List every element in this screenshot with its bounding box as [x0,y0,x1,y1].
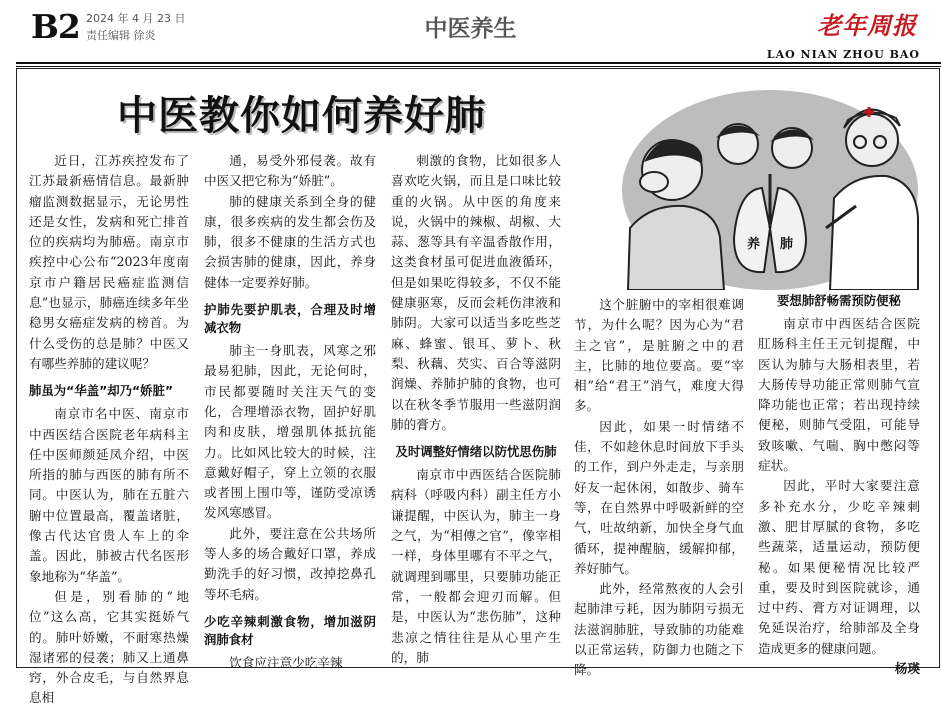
lung-label-left: 养 [747,237,761,252]
paragraph: 近日，江苏疾控发布了江苏最新癌情信息。最新肿瘤监测数据显示，无论男性还是女性，发病和死亡排首位的疾病均为肺癌。南京市疾控中心公布“2023年度南京市户籍居民癌症监测信息”也显示，肺癌连续多年坐稳男女癌症发病的榜首。为什么受伤的总是肺？中医又有哪些养肺的建议呢？ [29,153,189,371]
lung-label-right: 肺 [780,237,794,252]
paragraph: 通，易受外邪侵袭。故有中医又把它称为“娇脏”。 [204,153,376,189]
subheading: 及时调整好情绪以防忧思伤肺 [395,444,557,460]
column-4 [574,295,744,681]
paragraph: 因此，平时大家要注意多补充水分，少吃辛辣刺激、肥甘厚腻的食物，多吃些蔬菜，适量运动，预防便秘。如果便秘情况比较严重，要及时到医院就诊，通过中药、膏方对证调理，以免延误治疗，给肺部及全身造成更多的健康问题。 [758,478,920,656]
paragraph: 这个脏腑中的宰相很难调节，为什么呢？因为心为“君主之官”，是脏腑之中的君主，比肺的地位要高。要“宰相”给“君王”消气，难度大得多。 [574,297,744,414]
paragraph: 但是，别看肺的“地位”这么高，它其实挺娇气的。肺叶娇嫩，不耐寒热燥湿诸邪的侵袭；肺又上通鼻窍，外合皮毛，与自然界息息相 [29,588,189,706]
newspaper-logo-en: LAO NIAN ZHOU BAO [766,48,920,61]
paragraph: 南京市名中医、南京市中西医结合医院老年病科主任中医师颜延凤介绍，中医所指的肺与西医的肺有所不同。中医认为，肺在五脏六腑中位置最高，覆盖诸脏，像古代达官贵人车上的伞盖。因此，肺被古代名医形象地称为“华盖”。 [29,406,189,584]
article-title: 中医教你如何养好肺 [117,93,486,139]
paragraph: 肺主一身肌表，风寒之邪最易犯肺，因此，无论何时，市民都要随时关注天气的变化，合理增添衣物，固护好肌肉和皮肤，增强肌体抵抗能力。比如风比较大的时候，注意戴好帽子，穿上立领的衣服或者围上围巾等，谨防受凉诱发风寒感冒。 [204,343,376,521]
subheading: 肺虽为“华盖”却乃“娇脏” [29,383,174,399]
section-title: 中医养生 [424,15,517,42]
paragraph: 此外，要注意在公共场所等人多的场合戴好口罩，养成勤洗手的好习惯，改掉挖鼻孔等坏毛病。 [204,525,376,602]
paragraph: 刺激的食物，比如很多人喜欢吃火锅，而且是口味比较重的火锅。从中医的角度来说，火锅中的辣椒、胡椒、大蒜、葱等具有辛温香散作用，这类食材虽可促进血液循环，但是如果吃得较多，不仅不能健康驱寒，反而会耗伤津液和肺阴。大家可以适当多吃些芝麻、蜂蜜、银耳、萝卜、秋梨、秋藕、芡实、百合等滋阴润燥、养肺护肺的食物，也可以在秋冬季节服用一些滋阴润肺的膏方。 [391,153,561,432]
issue-date: 2024 年 4 月 23 日 [86,12,186,25]
subheading: 要想肺舒畅需预防便秘 [777,293,901,308]
header-rule-thin [16,66,941,67]
newspaper-logo: 老年周报 [817,11,917,40]
column-2 [204,151,376,673]
paragraph: 此外，经常熬夜的人会引起肺津亏耗，因为肺阴亏损无法滋润肺脏，导致肺的功能难以正常运转，防御力也随之下降。 [574,581,744,678]
page-number: B2 [31,7,80,46]
column-5 [758,292,920,679]
header-rule [16,62,941,64]
paragraph: 南京市中西医结合医院肺病科（呼吸内科）副主任方小谦提醒，中医认为，肺主一身之气，为“相傅之官”，像宰相一样，身体里哪有不平之气，就调理到哪里，只要肺功能正常，一般都会迎刃而解。但是，中医认为“悲伤肺”，这种悲凉之情往往是从心里产生的，肺 [391,467,561,665]
paragraph: 肺的健康关系到全身的健康，很多疾病的发生都会伤及肺，很多不健康的生活方式也会损害肺的健康，因此，养身健体一定要养好肺。 [204,193,376,290]
paragraph: 饮食应注意少吃辛辣 [229,654,343,670]
paragraph: 南京市中西医结合医院肛肠科主任王元钊提醒，中医认为肺与大肠相表里，若大肠传导功能正常则肺气宣降功能也正常；若出现持续便秘，则肺气受阻，可能导致咳嗽、气喘、胸中憋闷等症状。 [758,316,920,474]
column-3 [391,151,561,668]
doctor-patients-illustration [620,78,920,290]
subheading: 少吃辛辣刺激食物，增加滋阴润肺食材 [204,613,376,647]
editor-credit: 责任编辑 徐炎 [86,29,156,42]
author-byline: 杨瑛 [894,661,920,677]
subheading: 护肺先要护肌表，合理及时增减衣物 [204,302,376,336]
page-header [0,0,941,62]
paragraph: 因此，如果一时情绪不佳，不如趁休息时间放下手头的工作，到户外走走，与亲朋好友一起休闲，如散步、骑车等，在自然界中呼吸新鲜的空气，吐故纳新，加快全身气血循环，提神醒脑，缓解抑郁，养好肺气。 [574,418,744,576]
column-1 [29,151,189,709]
